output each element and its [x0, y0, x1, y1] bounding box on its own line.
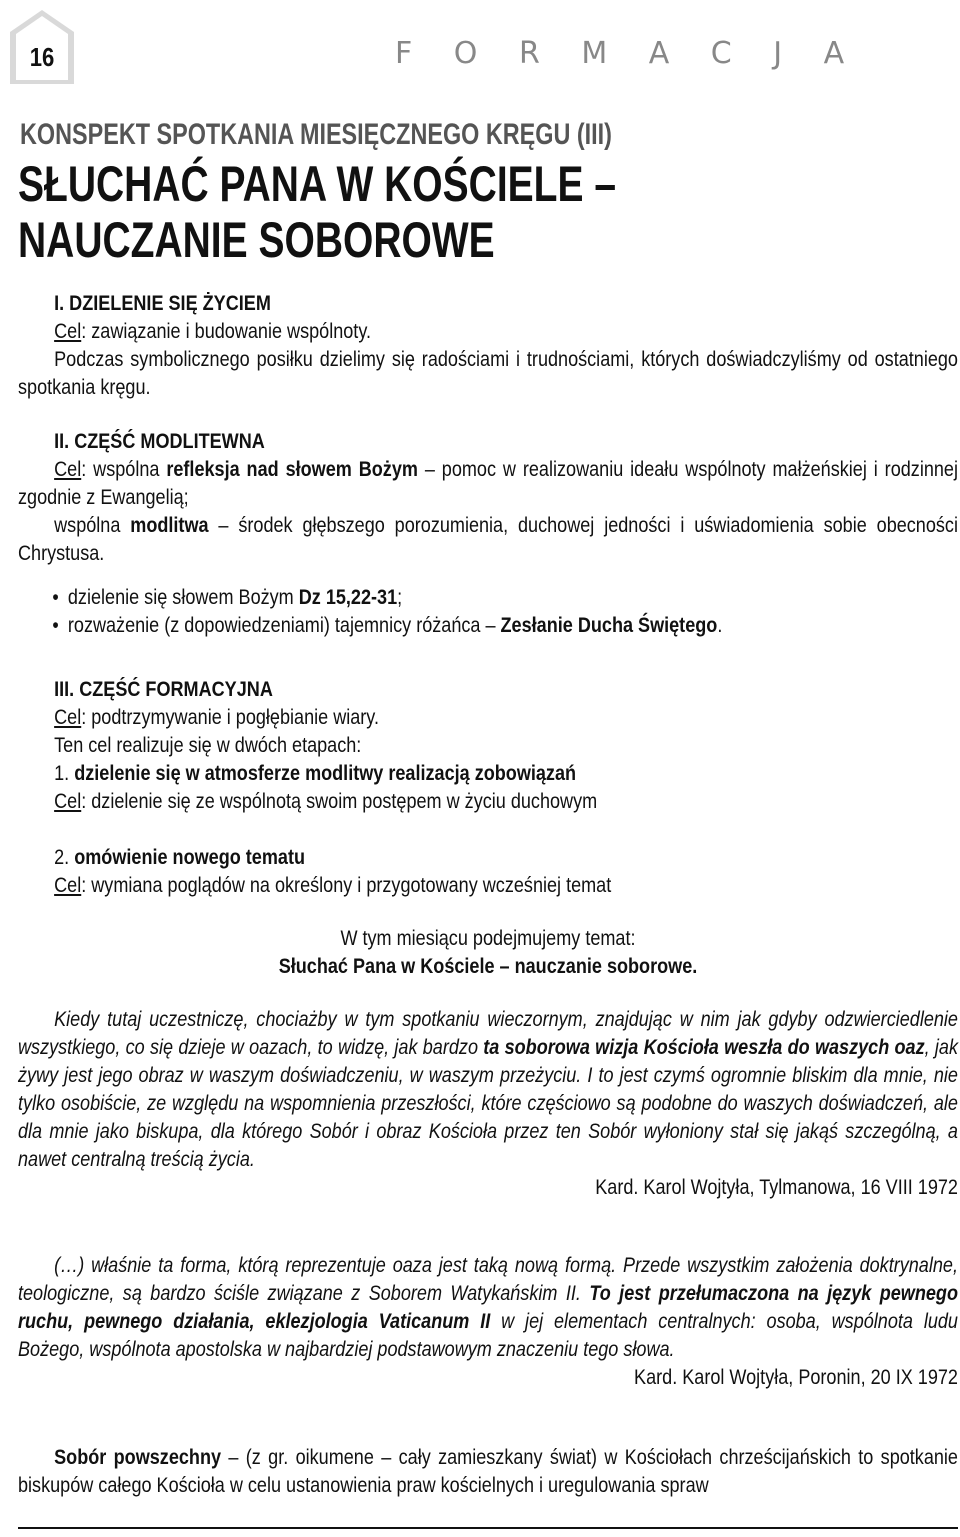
quote-text-continued: w jej elementach centralnych: osoba, wspólnota ludu Bożego, wspólnota apostolska w najbardziej podstawowym znaczeniu tego słowa. — [18, 1310, 958, 1361]
definition — [18, 1444, 958, 1500]
page-number: 16 — [29, 42, 55, 72]
section-title: F O R M A C J A — [395, 36, 861, 71]
article-title-line-2: NAUCZANIE SOBOROWE — [18, 212, 495, 268]
stage-number: 1. — [54, 762, 75, 785]
goal-text: : podtrzymywanie i pogłębianie wiary. — [81, 706, 380, 729]
stage-title: omówienie nowego tematu — [74, 846, 305, 869]
list-item-emphasis: Zesłanie Ducha Świętego — [500, 614, 718, 637]
part-2-heading: II. CZĘŚĆ MODLITEWNA — [54, 430, 265, 453]
goal-text: : zawiązanie i budowanie wspólnoty. — [81, 320, 372, 343]
definition-term: Sobór powszechny — [54, 1446, 222, 1469]
article-title — [18, 156, 616, 268]
prayer-text-continued: – środek głębszego porozumienia, duchowej jedności i uświadomienia sobie obecności Chrystusa. — [18, 514, 958, 565]
part-1-goal — [18, 318, 958, 346]
list-item-end: ; — [397, 586, 403, 609]
goal-emphasis: refleksja nad słowem Bożym — [166, 458, 418, 481]
stage-title: dzielenie się w atmosferze modlitwy realizacją zobowiązań — [74, 762, 577, 785]
theme-intro: W tym miesiącu podejmujemy temat: — [340, 927, 636, 950]
quote-emphasis: To jest przełumaczona na język pewnego ruchu, pewnego działania, eklezjologia Vaticanum II — [18, 1282, 958, 1333]
stage-2-goal — [18, 872, 958, 900]
goal-label: Cel — [54, 458, 82, 481]
quote-text: (…) właśnie ta forma, którą reprezentuje oaza jest taką nową formą. Przede wszystkim założenia doktrynalne, teologiczne, są bardzo ściśle związane z Soborem Watykańskim II. — [18, 1254, 958, 1305]
stage-number: 2. — [54, 846, 75, 869]
bottom-rule — [18, 1527, 958, 1529]
goal-label: Cel — [54, 320, 82, 343]
part-3-stages-intro: Ten cel realizuje się w dwóch etapach: — [54, 734, 362, 757]
list-item-end: . — [717, 614, 723, 637]
definition-text: – (z gr. oikumene – cały zamieszkany świat) w Kościołach chrześcijańskich to spotkanie biskupów całego Kościoła w celu ustanowienia praw kościelnych i uregulowania spraw — [18, 1446, 958, 1497]
quote-1-source: Kard. Karol Wojtyła, Tylmanowa, 16 VIII 1972 — [595, 1176, 958, 1199]
article-title-line-1: SŁUCHAĆ PANA W KOŚCIELE – — [18, 156, 617, 212]
goal-text: : wymiana poglądów na określony i przygotowany wcześniej temat — [81, 874, 612, 897]
goal-text-continued: – pomoc w realizowaniu ideału wspólnoty małżeńskiej i rodzinnej zgodnie z Ewangelią; — [18, 458, 958, 509]
quote-2-text — [18, 1252, 958, 1364]
part-2 — [18, 428, 958, 640]
part-2-prayer-line — [18, 512, 958, 568]
prayer-emphasis: modlitwa — [130, 514, 209, 537]
stage-1-title — [18, 760, 958, 788]
list-item-emphasis: Dz 15,22-31 — [298, 586, 398, 609]
part-3-goal — [18, 704, 958, 732]
quote-emphasis: ta soborowa wizja Kościoła weszła do waszych oaz — [483, 1036, 925, 1059]
list-item — [18, 612, 958, 640]
goal-text: : wspólna — [81, 458, 167, 481]
quote-1-text — [18, 1006, 958, 1174]
part-2-bullet-list — [18, 584, 958, 640]
article-kicker: KONSPEKT SPOTKANIA MIESIĘCZNEGO KRĘGU (III) — [20, 118, 612, 151]
quote-text-continued: , jak żywy jest jego obraz w waszym doświadczeniu, w waszym przeżyciu. I to jest czymś ogromnie bliskim dla mnie, nie tylko osobiście, ze względu na wspomnienia przeszłości, które częściowo są podobne do waszych doświadczeń, ale dla mnie jako biskupa, dla którego Sobór i obraz Kościoła przez ten Sobór wyłoniony stał się jakąś szczególną, a nawet centralną treścią życia. — [18, 1036, 958, 1171]
list-item-text: dzielenie się słowem Bożym — [67, 586, 299, 609]
quote-2 — [18, 1252, 958, 1392]
goal-label: Cel — [54, 706, 82, 729]
page-number-badge — [10, 8, 74, 84]
part-1-paragraph: Podczas symbolicznego posiłku dzielimy się radościami i trudnościami, których doświadczyliśmy od ostatniego spotkania kręgu. — [18, 348, 958, 399]
part-3-heading: III. CZĘŚĆ FORMACYJNA — [54, 678, 273, 701]
stage-2-title — [18, 844, 958, 872]
list-item — [18, 584, 958, 612]
prayer-text: wspólna — [54, 514, 131, 537]
quote-2-source: Kard. Karol Wojtyła, Poronin, 20 IX 1972 — [634, 1366, 958, 1389]
goal-label: Cel — [54, 874, 82, 897]
stage-1-goal — [18, 788, 958, 816]
part-2-goal — [18, 456, 958, 512]
part-3 — [18, 676, 958, 900]
quote-text: Kiedy tutaj uczestniczę, chociażby w tym spotkaniu wieczornym, znajdując w nim jak gdyby odzwierciedlenie wszystkiego, co się dzieje w oazach, to widzę, jak bardzo — [18, 1008, 958, 1059]
goal-label: Cel — [54, 790, 82, 813]
quote-1 — [18, 1006, 958, 1202]
theme-topic: Słuchać Pana w Kościele – nauczanie soborowe. — [278, 955, 698, 978]
list-item-text: rozważenie (z dopowiedzeniami) tajemnicy różańca – — [67, 614, 501, 637]
goal-text: : dzielenie się ze wspólnotą swoim postępem w życiu duchowym — [81, 790, 598, 813]
monthly-theme — [18, 925, 958, 981]
part-1-heading: I. DZIELENIE SIĘ ŻYCIEM — [54, 292, 271, 315]
part-1 — [18, 290, 958, 402]
